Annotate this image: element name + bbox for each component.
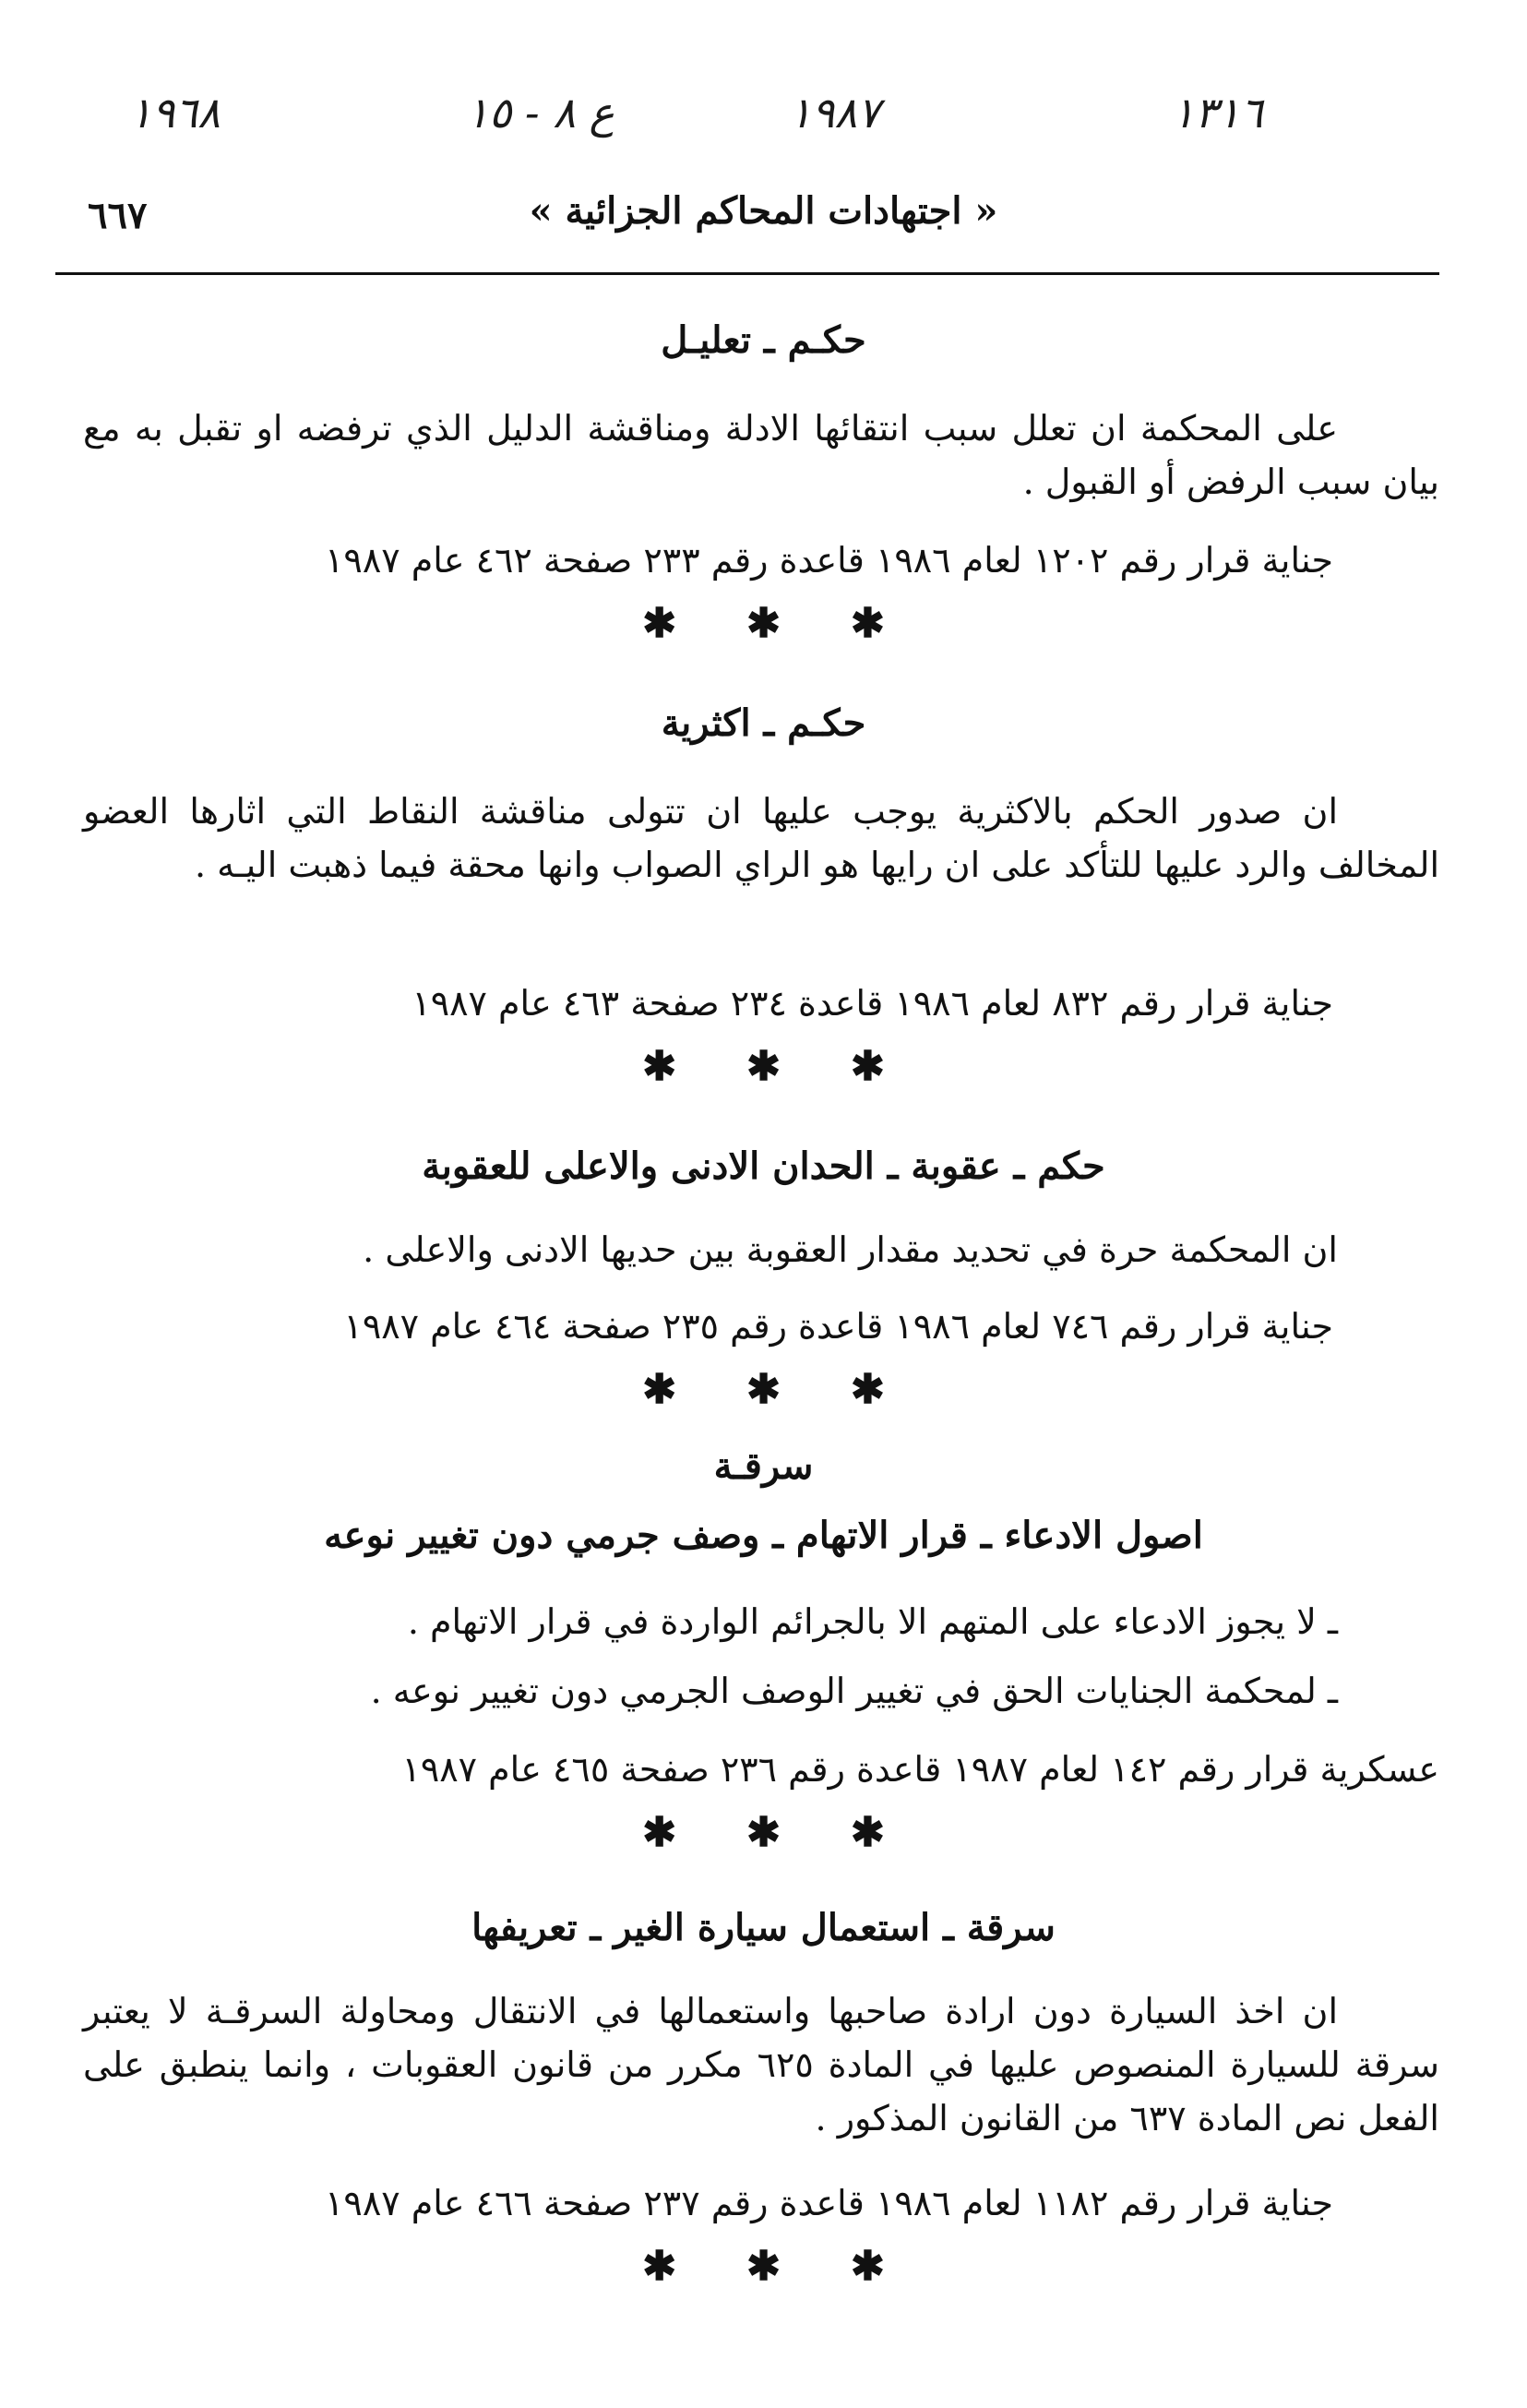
running-title: « اجتهادات المحاكم الجزائية » [529, 189, 998, 233]
section-separator [0, 1043, 1527, 1090]
separator-star: ✱ [746, 600, 781, 647]
separator-star: ✱ [642, 2243, 677, 2290]
case-citation: جناية قرار رقم ٧٤٦ لعام ١٩٨٦ قاعدة رقم ٢٣٥ صفحة ٤٦٤ عام ١٩٨٧ [343, 1306, 1333, 1347]
section-separator [0, 2243, 1527, 2290]
separator-star: ✱ [746, 1366, 781, 1413]
separator-star: ✱ [642, 1366, 677, 1413]
section-heading: حكـم ـ تعليـل [661, 318, 866, 362]
section-paragraph [83, 1223, 1439, 1276]
handwritten-ref-number: ١٣١٦ [1172, 88, 1263, 138]
handwritten-code: ١٩٦٨ [129, 88, 221, 138]
separator-star: ✱ [642, 1809, 677, 1856]
page-number: ٦٦٧ [88, 194, 148, 237]
separator-star: ✱ [850, 1809, 885, 1856]
section-heading: سرقة ـ استعمال سيارة الغير ـ تعريفها [471, 1906, 1056, 1949]
separator-star: ✱ [642, 1043, 677, 1090]
section-paragraph [83, 785, 1439, 892]
section-heading: حكـم ـ اكثرية [661, 701, 866, 745]
paragraph-text: ان اخذ السيارة دون ارادة صاحبها واستعمالها في الانتقال ومحاولة السرقـة لا يعتبر سرقة للسيارة المنصوص عليها في المادة ٦٢٥ مكرر من قانون العقوبات ، وانما ينطبق على الفعل نص المادة ٦٣٧ من القانون المذكور . [83, 1991, 1439, 2138]
section-separator [0, 1809, 1527, 1856]
separator-star: ✱ [850, 1366, 885, 1413]
bullet-item: ـ لا يجوز الادعاء على المتهم الا بالجرائم الواردة في قرار الاتهام . [407, 1601, 1338, 1642]
section-paragraph [83, 1984, 1439, 2145]
section-separator [0, 1366, 1527, 1413]
case-citation: جناية قرار رقم ١٢٠٢ لعام ١٩٨٦ قاعدة رقم ٢٣٣ صفحة ٤٦٢ عام ١٩٨٧ [325, 540, 1333, 581]
separator-star: ✱ [746, 1809, 781, 1856]
case-citation: عسكرية قرار رقم ١٤٢ لعام ١٩٨٧ قاعدة رقم ٢٣٦ صفحة ٤٦٥ عام ١٩٨٧ [401, 1749, 1439, 1790]
section-separator [0, 600, 1527, 647]
separator-star: ✱ [850, 600, 885, 647]
section-heading: اصول الادعاء ـ قرار الاتهام ـ وصف جرمي دون تغيير نوعه [324, 1514, 1203, 1557]
category-heading: سرقـة [713, 1444, 814, 1488]
paragraph-text: على المحكمة ان تعلل سبب انتقائها الادلة ومناقشة الدليل الذي ترفضه او تقبل به مع بيان سبب الرفض أو القبول . [83, 408, 1439, 502]
paragraph-text: ان صدور الحكم بالاكثرية يوجب عليها ان تتولى مناقشة النقاط التي اثارها العضو المخالف والرد عليها للتأكد على ان رايها هو الراي الصواب وانها محقة فيما ذهبت اليـه . [83, 791, 1439, 885]
case-citation: جناية قرار رقم ٨٣٢ لعام ١٩٨٦ قاعدة ٢٣٤ صفحة ٤٦٣ عام ١٩٨٧ [412, 983, 1333, 1024]
case-citation: جناية قرار رقم ١١٨٢ لعام ١٩٨٦ قاعدة رقم ٢٣٧ صفحة ٤٦٦ عام ١٩٨٧ [325, 2183, 1333, 2223]
separator-star: ✱ [746, 2243, 781, 2290]
separator-star: ✱ [850, 2243, 885, 2290]
section-paragraph [83, 401, 1439, 509]
separator-star: ✱ [642, 600, 677, 647]
handwritten-year: ١٩٨٧ [789, 88, 880, 138]
bullet-item: ـ لمحكمة الجنايات الحق في تغيير الوصف الجرمي دون تغيير نوعه . [370, 1671, 1338, 1711]
separator-star: ✱ [850, 1043, 885, 1090]
paragraph-text: ان المحكمة حرة في تحديد مقدار العقوبة بين حديها الادنى والاعلى . [363, 1229, 1338, 1270]
header-rule [55, 272, 1439, 275]
section-heading: حكم ـ عقوبة ـ الحدان الادنى والاعلى للعقوبة [422, 1144, 1105, 1188]
handwritten-volume: ع ٨ - ١٥ [466, 88, 615, 138]
separator-star: ✱ [746, 1043, 781, 1090]
